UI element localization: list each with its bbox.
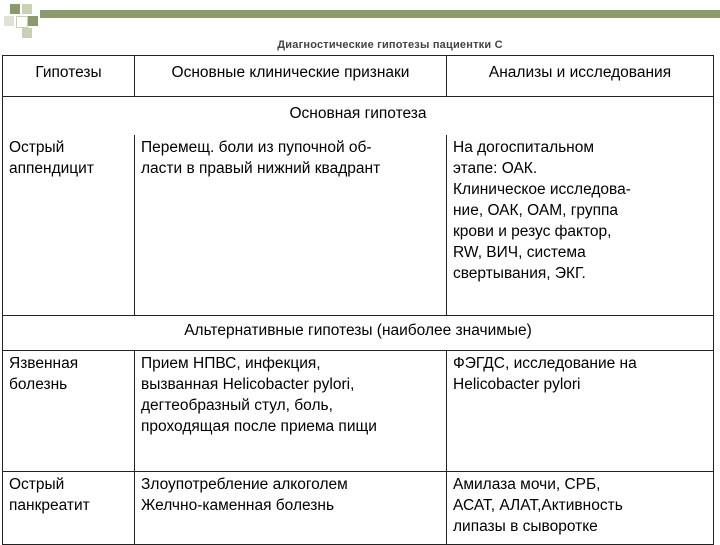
hypotheses-table <box>2 55 714 545</box>
decorative-square <box>22 4 32 14</box>
decorative-square <box>22 28 32 38</box>
decorative-square <box>16 16 28 28</box>
decorative-square <box>10 4 20 14</box>
table-row <box>3 135 714 316</box>
section-row <box>3 97 714 136</box>
table-header-row <box>3 56 714 97</box>
slide-title: Диагностические гипотезы пациентки С <box>277 39 503 51</box>
table-row <box>3 472 714 545</box>
column-header: Гипотезы <box>3 56 135 97</box>
table-row <box>3 351 714 472</box>
signs-cell: Злоупотребление алкоголем Желчно-каменная болезнь <box>135 472 447 545</box>
tests-cell: На догоспитальном этапе: ОАК. Клиническое исследова- ние, ОАК, ОАМ, группа крови и резус фактор, RW, ВИЧ, система свертывания, ЭКГ. <box>447 135 714 316</box>
tests-cell: Амилаза мочи, СРБ, АСАТ, АЛАТ,Активность липазы в сыворотке <box>447 472 714 545</box>
hypothesis-cell: Острый аппендицит <box>3 135 135 316</box>
tests-cell: ФЭГДС, исследование на Helicobacter pylori <box>447 351 714 472</box>
section-heading-main: Основная гипотеза <box>3 97 714 136</box>
signs-cell: Перемещ. боли из пупочной об- ласти в правый нижний квадрант <box>135 135 447 316</box>
column-header: Основные клинические признаки <box>135 56 447 97</box>
column-header: Анализы и исследования <box>447 56 714 97</box>
section-heading-alternative: Альтернативные гипотезы (наиболее значимые) <box>3 316 714 351</box>
hypothesis-cell: Язвенная болезнь <box>3 351 135 472</box>
decorative-square <box>28 16 38 26</box>
decorative-square <box>4 16 14 26</box>
decorative-band <box>40 10 720 18</box>
hypothesis-cell: Острый панкреатит <box>3 472 135 545</box>
section-row <box>3 316 714 351</box>
signs-cell: Прием НПВС, инфекция, вызванная Helicobacter pylori, дегтеобразный стул, боль, проходящая после приема пищи <box>135 351 447 472</box>
title-decoration <box>0 0 720 40</box>
